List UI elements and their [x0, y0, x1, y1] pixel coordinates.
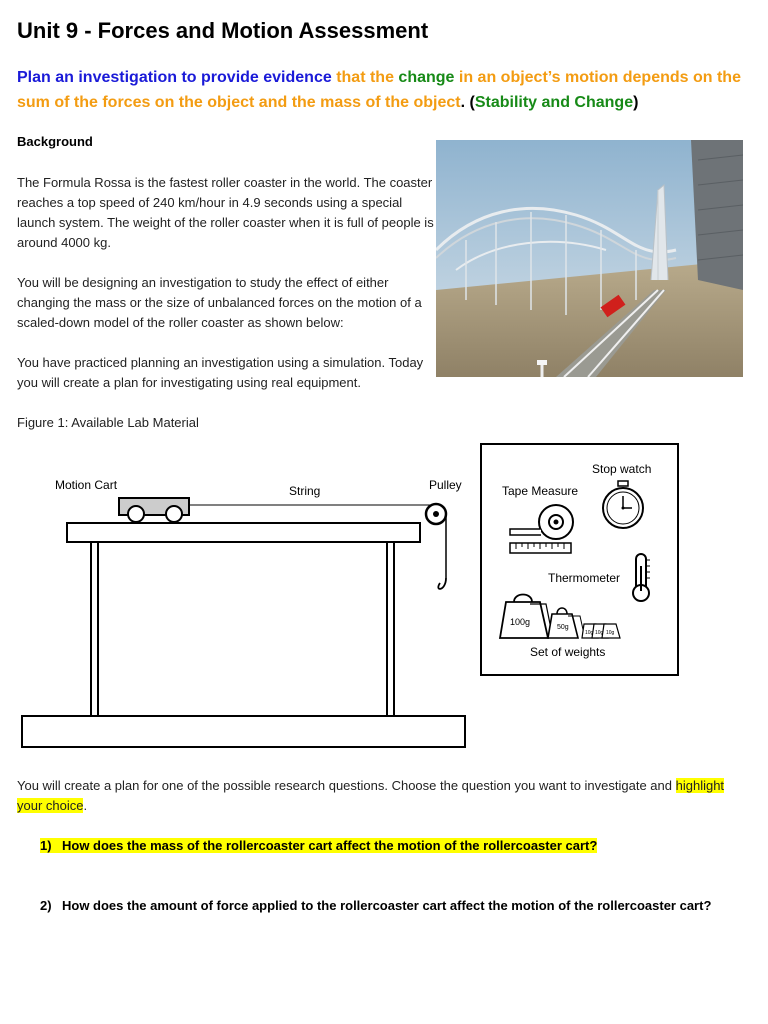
objective-part-5: . ( — [460, 94, 475, 111]
label-string: String — [289, 484, 321, 498]
question-1-number: 1) — [40, 838, 52, 853]
roller-coaster-photo — [436, 140, 743, 377]
question-1-text: How does the mass of the rollercoaster cart affect the motion of the rollercoaster cart? — [62, 838, 598, 853]
figure-caption: Figure 1: Available Lab Material — [17, 415, 199, 430]
instructions — [17, 776, 747, 816]
page-title: Unit 9 - Forces and Motion Assessment — [17, 18, 429, 43]
table-base — [22, 716, 465, 747]
roller-coaster-illustration — [436, 140, 743, 377]
lab-material-figure — [0, 436, 768, 756]
table-leg-right — [387, 541, 394, 716]
objective-part-7: ) — [633, 94, 639, 111]
hook — [438, 578, 446, 589]
weight-label-10g-c: 10g — [606, 630, 615, 636]
label-stop-watch: Stop watch — [592, 462, 652, 476]
background-paragraph-2: You will be designing an investigation to study the effect of either changing the mass or the size of unbalanced forces on the motion of a scaled-down model of the roller coaster as shown below: — [17, 275, 422, 330]
weight-label-10g-a: 10g — [585, 630, 594, 636]
objective-part-1: Plan an investigation to provide evidence — [17, 69, 332, 86]
label-motion-cart: Motion Cart — [55, 478, 118, 492]
question-2-number: 2) — [40, 898, 52, 913]
learning-objective — [17, 65, 752, 115]
instructions-end: . — [83, 798, 88, 813]
objective-part-6: Stability and Change — [474, 94, 634, 111]
label-set-of-weights: Set of weights — [530, 645, 606, 659]
question-2-text: How does the amount of force applied to the rollercoaster cart affect the motion of the rollercoaster cart? — [62, 898, 712, 913]
cart-wheel-left — [128, 506, 144, 522]
research-question-2[interactable] — [40, 898, 711, 913]
label-tape-measure: Tape Measure — [502, 484, 579, 498]
background-paragraph-1: The Formula Rossa is the fastest roller coaster in the world. The coaster reaches a top speed of 240 km/hour in 4.9 seconds using a special launch system. The weight of the roller coaster when it is full of people is around 4000 kg. — [17, 175, 434, 250]
label-thermometer: Thermometer — [548, 571, 621, 585]
weight-label-50g: 50g — [557, 624, 569, 631]
label-pulley: Pulley — [429, 478, 462, 492]
objective-part-2: that the — [331, 69, 399, 86]
objective-part-4: in an object’s motion depends on the sum of the forces on the object and the mass of the object — [17, 69, 741, 111]
objective-part-3: change — [398, 69, 455, 86]
weight-label-10g-b: 10g — [595, 630, 604, 636]
research-question-1[interactable] — [40, 838, 597, 853]
background-heading: Background — [17, 134, 93, 149]
background-paragraph-3: You have practiced planning an investigation using a simulation. Today you will create a plan for investigating using real equipment. — [17, 355, 424, 390]
instructions-text: You will create a plan for one of the possible research questions. Choose the question you want to investigate and — [17, 778, 676, 793]
table-top — [67, 523, 420, 542]
table-leg-left — [91, 541, 98, 716]
instructions-highlight: highlight your choice — [17, 778, 725, 813]
lab-material-diagram — [0, 436, 768, 756]
cart-wheel-right — [166, 506, 182, 522]
weight-label-100g: 100g — [510, 617, 531, 627]
